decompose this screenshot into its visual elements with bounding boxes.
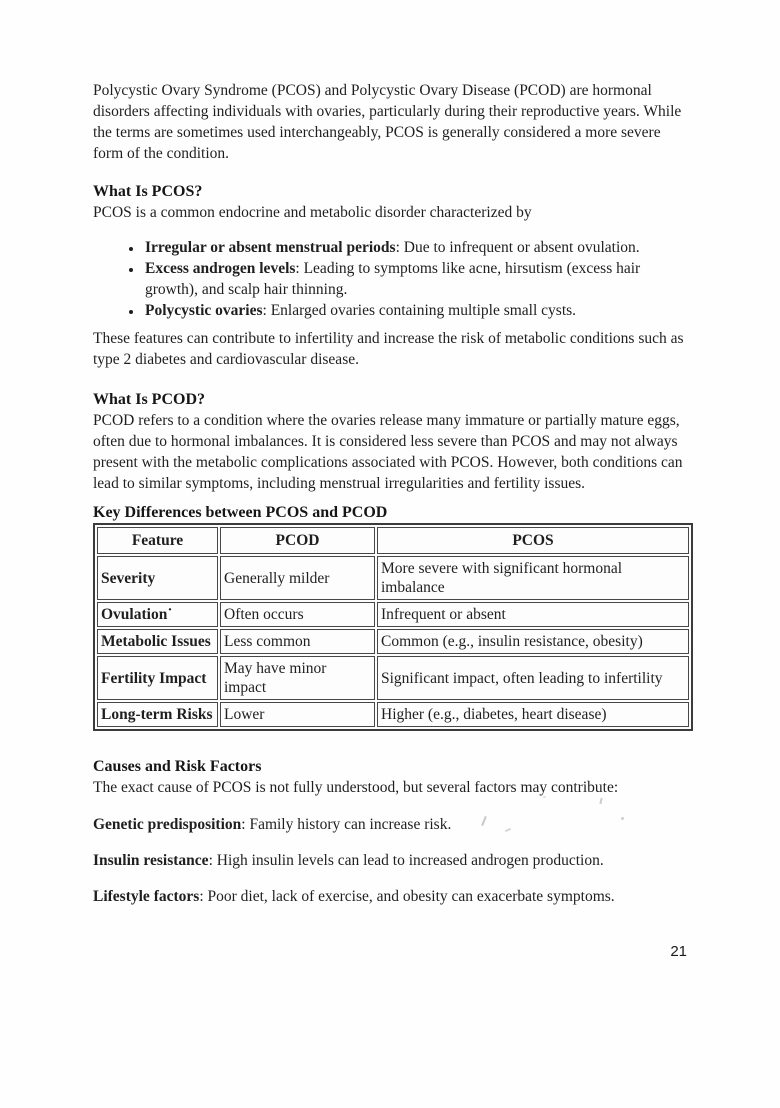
intro-paragraph: Polycystic Ovary Syndrome (PCOS) and Polycystic Ovary Disease (PCOD) are hormonal disorders affecting individuals with ovaries, particularly during their reproductive years. While the terms are sometimes used interchangeably, PCOS is generally considered a more severe form of the condition. [93, 82, 682, 162]
pcos-symptom-list [93, 237, 690, 321]
cell-pcod: Less common [220, 629, 375, 654]
causes-lead-paragraph: The exact cause of PCOS is not fully understood, but several factors may contribute: [93, 779, 619, 796]
heading-what-is-pcos: What Is PCOS? [93, 183, 203, 200]
bullet-term: Excess androgen levels [145, 260, 296, 277]
table-row [97, 629, 689, 654]
scan-artifact-mark [621, 817, 624, 820]
column-header-pcos: PCOS [377, 527, 689, 554]
pcod-paragraph: PCOD refers to a condition where the ovaries release many immature or partially mature eggs, often due to hormonal imbalances. It is considered less severe than PCOS and may not always present with the metabolic complications associated with PCOS. However, both conditions can lead to similar symptoms, including menstrual irregularities and fertility issues. [93, 412, 683, 492]
cell-pcos: Infrequent or absent [377, 602, 689, 627]
column-header-feature: Feature [97, 527, 218, 554]
table-row [97, 702, 689, 727]
heading-key-differences: Key Differences between PCOS and PCOD [93, 504, 388, 521]
bullet-desc: : Enlarged ovaries containing multiple small cysts. [262, 302, 577, 319]
cell-pcos: Higher (e.g., diabetes, heart disease) [377, 702, 689, 727]
list-item [143, 258, 690, 300]
bullet-term: Irregular or absent menstrual periods [145, 239, 396, 256]
table-row [97, 656, 689, 700]
cell-feature: Severity [97, 556, 218, 600]
cell-pcod: Generally milder [220, 556, 375, 600]
pcos-lead-paragraph: PCOS is a common endocrine and metabolic disorder characterized by [93, 204, 532, 221]
differences-table [93, 523, 693, 731]
cell-feature: Metabolic Issues [97, 629, 218, 654]
factor-desc: : High insulin levels can lead to increased androgen production. [208, 852, 604, 869]
table-row [97, 602, 689, 627]
cell-pcod: Often occurs [220, 602, 375, 627]
cell-pcod: Lower [220, 702, 375, 727]
factor-insulin [93, 850, 690, 871]
bullet-term: Polycystic ovaries [145, 302, 263, 319]
bullet-desc: : Leading to symptoms like acne, hirsutism (excess hair growth), and scalp hair thinning. [145, 260, 641, 298]
heading-what-is-pcod: What Is PCOD? [93, 391, 206, 408]
factor-term: Genetic predisposition [93, 816, 242, 833]
scan-artifact-mark [543, 796, 546, 798]
factor-lifestyle [93, 886, 690, 907]
list-item [143, 300, 690, 321]
page-number: 21 [670, 943, 687, 960]
factor-term: Insulin resistance [93, 852, 209, 869]
table-row [97, 556, 689, 600]
pcos-closing-paragraph: These features can contribute to infertility and increase the risk of metabolic conditions such as type 2 diabetes and cardiovascular disease. [93, 330, 684, 368]
factor-desc: : Family history can increase risk. [241, 816, 452, 833]
cell-pcod: May have minor impact [220, 656, 375, 700]
factor-genetic [93, 814, 690, 835]
scan-artifact-mark [599, 798, 602, 804]
cell-feature: Long-term Risks [97, 702, 218, 727]
table-header-row [97, 527, 689, 554]
column-header-pcod: PCOD [220, 527, 375, 554]
cell-pcos: More severe with significant hormonal imbalance [377, 556, 689, 600]
heading-causes-risk-factors: Causes and Risk Factors [93, 758, 262, 775]
list-item [143, 237, 690, 258]
bullet-desc: : Due to infrequent or absent ovulation. [395, 239, 640, 256]
cell-feature: Fertility Impact [97, 656, 218, 700]
cell-feature: Ovulation˙ [97, 602, 218, 627]
factor-term: Lifestyle factors [93, 888, 200, 905]
cell-pcos: Significant impact, often leading to infertility [377, 656, 689, 700]
cell-pcos: Common (e.g., insulin resistance, obesity) [377, 629, 689, 654]
factor-desc: : Poor diet, lack of exercise, and obesity can exacerbate symptoms. [199, 888, 615, 905]
